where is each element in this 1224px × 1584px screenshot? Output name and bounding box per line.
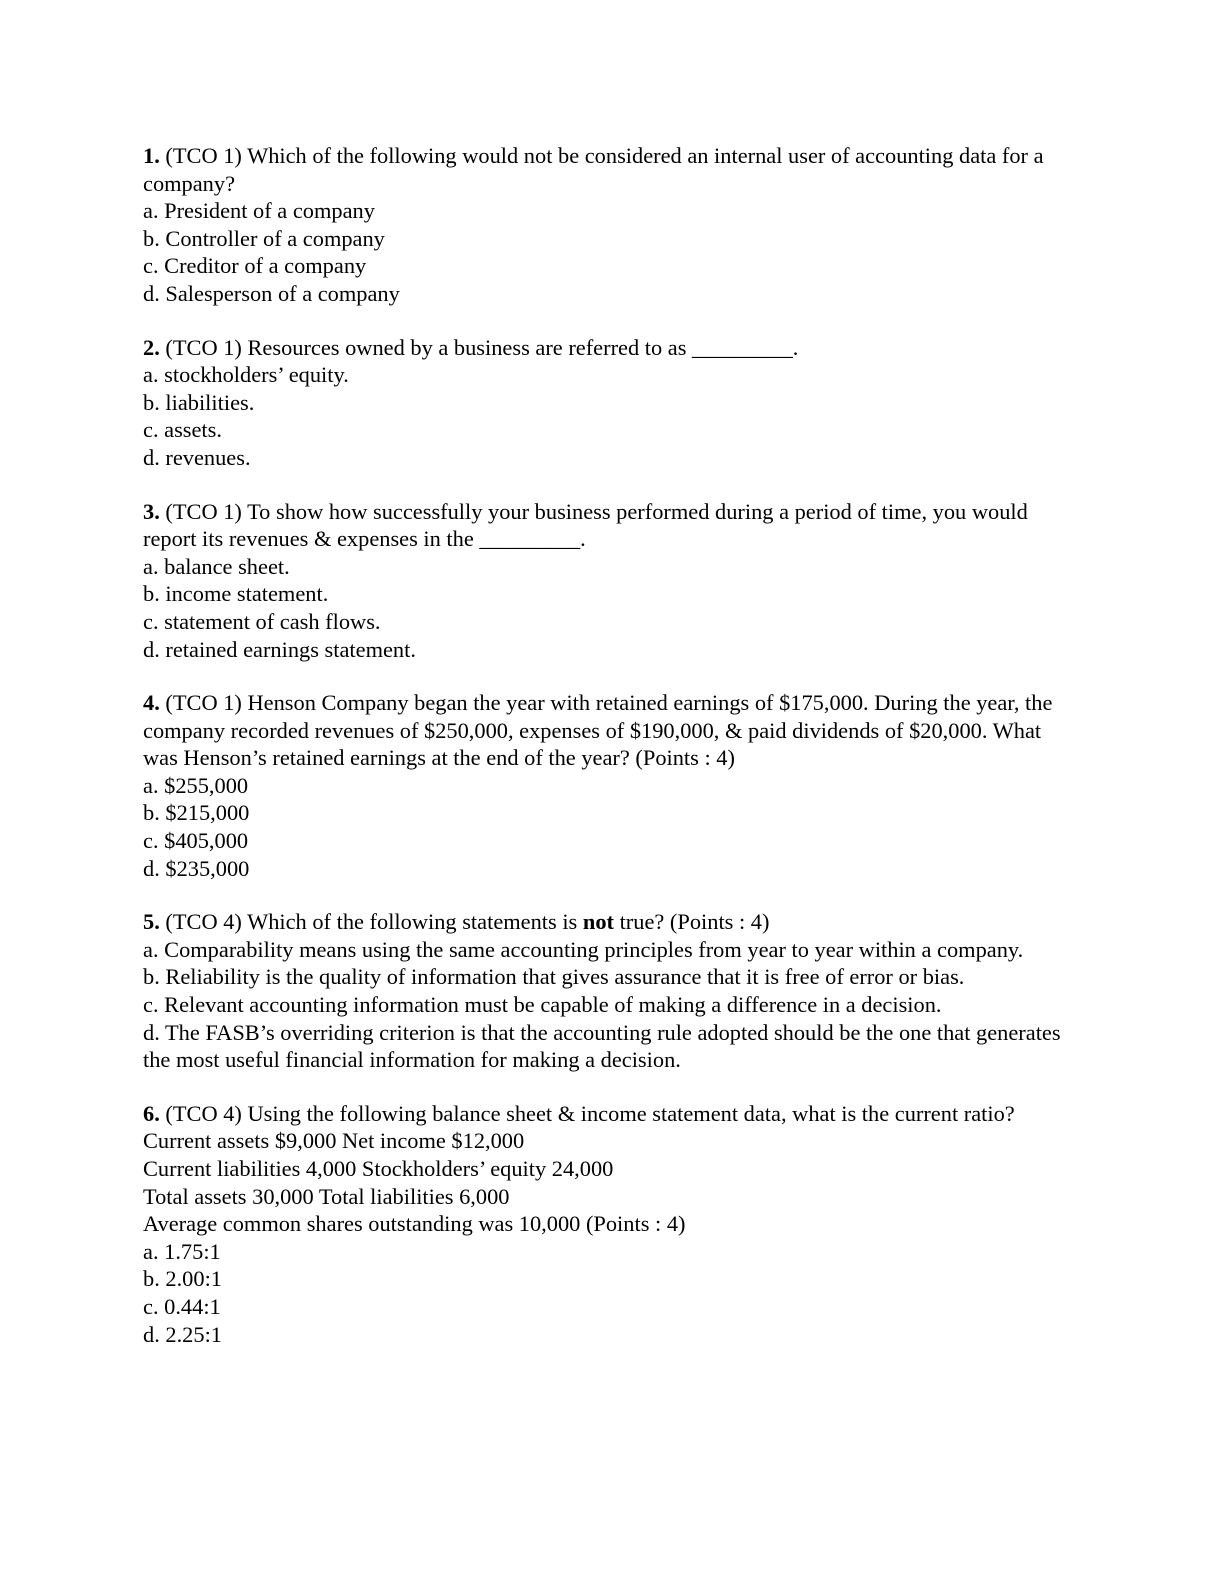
question-2-option-b: b. liabilities. (143, 389, 255, 415)
question-5-number: 5. (143, 909, 160, 935)
question-6 (143, 1100, 1078, 1348)
question-5-text-before: (TCO 4) Which of the following statements is (159, 909, 583, 935)
question-2-option-a: a. stockholders’ equity. (143, 362, 349, 388)
question-1-number: 1. (143, 143, 160, 168)
question-5-option-a: a. Comparability means using the same accounting principles from year to year within a company. (143, 936, 1024, 962)
question-2-stem (143, 334, 1078, 362)
question-3-number: 3. (143, 498, 160, 524)
question-6-option-c: c. 0.44:1 (143, 1293, 221, 1319)
document-page (143, 142, 1078, 1374)
question-4-stem (143, 689, 1078, 772)
question-6-text: (TCO 4) Using the following balance sheet & income statement data, what is the current ratio? (159, 1100, 1015, 1126)
question-6-data-line: Current liabilities 4,000 Stockholders’ equity 24,000 (143, 1156, 614, 1181)
question-1-option-c: c. Creditor of a company (143, 253, 367, 279)
question-6-stem (143, 1100, 1078, 1128)
question-5-text-after: true? (Points : 4) (613, 909, 770, 935)
question-3 (143, 498, 1078, 664)
question-4-option-c: c. $405,000 (143, 828, 249, 854)
question-5-emphasis: not (582, 909, 614, 935)
question-6-data-line: Average common shares outstanding was 10,000 (Points : 4) (143, 1211, 686, 1237)
question-1-stem (143, 142, 1078, 197)
question-1-option-a: a. President of a company (143, 198, 375, 224)
question-3-option-b: b. income statement. (143, 581, 329, 607)
question-3-option-d: d. retained earnings statement. (143, 636, 416, 662)
question-2-number: 2. (143, 334, 160, 360)
question-6-number: 6. (143, 1100, 160, 1126)
question-4-text: (TCO 1) Henson Company began the year with retained earnings of $175,000. During the year, the company recorded revenues of $250,000, expenses of $190,000, & paid dividends of $20,000. What was Henson’s retained earnings at the end of the year? (Points : 4) (143, 690, 1053, 771)
question-2-option-d: d. revenues. (143, 444, 251, 470)
question-3-text: (TCO 1) To show how successfully your business performed during a period of time, you would report its revenues & expenses in the _________. (143, 498, 1028, 552)
question-3-stem (143, 498, 1078, 553)
question-3-option-c: c. statement of cash flows. (143, 608, 381, 634)
question-2-option-c: c. assets. (143, 417, 222, 443)
question-1-text: (TCO 1) Which of the following would not be considered an internal user of accounting data for a company? (143, 143, 1044, 196)
question-4-number: 4. (143, 690, 160, 716)
question-5 (143, 908, 1078, 1074)
question-1 (143, 142, 1078, 308)
question-6-option-b: b. 2.00:1 (143, 1266, 222, 1292)
question-6-option-a: a. 1.75:1 (143, 1238, 221, 1264)
question-3-option-a: a. balance sheet. (143, 553, 290, 579)
question-5-stem (143, 908, 1078, 936)
question-4-option-d: d. $235,000 (143, 855, 250, 881)
question-1-option-b: b. Controller of a company (143, 225, 385, 251)
question-4-option-a: a. $255,000 (143, 772, 249, 798)
question-5-option-b: b. Reliability is the quality of information that gives assurance that it is free of error or bias. (143, 964, 965, 990)
question-6-data-line: Total assets 30,000 Total liabilities 6,000 (143, 1183, 510, 1209)
question-5-option-c: c. Relevant accounting information must be capable of making a difference in a decision. (143, 992, 942, 1018)
question-2-text: (TCO 1) Resources owned by a business are referred to as _________. (159, 334, 799, 360)
question-4-option-b: b. $215,000 (143, 800, 250, 826)
question-5-option-d: d. The FASB’s overriding criterion is that the accounting rule adopted should be the one that generates the most useful financial information for making a decision. (143, 1019, 1061, 1073)
question-6-option-d: d. 2.25:1 (143, 1321, 222, 1347)
question-2 (143, 334, 1078, 472)
question-1-option-d: d. Salesperson of a company (143, 280, 400, 306)
question-6-data-line: Current assets $9,000 Net income $12,000 (143, 1128, 525, 1154)
question-4 (143, 689, 1078, 882)
